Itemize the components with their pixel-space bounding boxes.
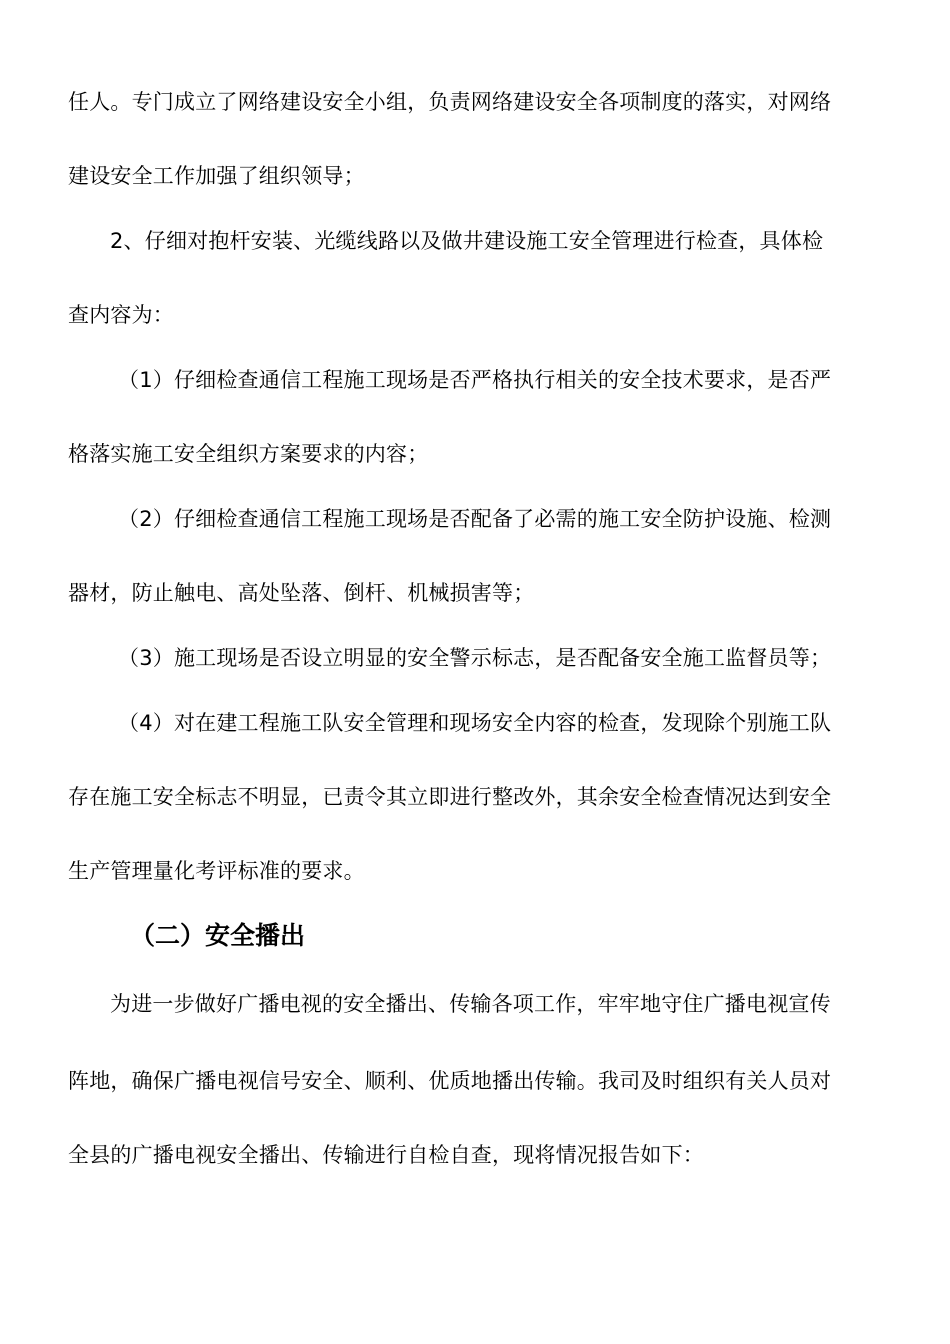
section-paragraph-line: 为进一步做好广播电视的安全播出、传输各项工作，牢牢地守住广播电视宣传	[110, 992, 831, 1016]
paragraph-line: 建设安全工作加强了组织领导；	[68, 164, 365, 188]
section-paragraph-line: 阵地，确保广播电视信号安全、顺利、优质地播出传输。我司及时组织有关人员对	[68, 1069, 832, 1093]
section-heading: （二）安全播出	[130, 921, 306, 950]
paragraph-line: 任人。专门成立了网络建设安全小组，负责网络建设安全各项制度的落实，对网络	[68, 90, 832, 114]
section-paragraph-line: 全县的广播电视安全播出、传输进行自检自查，现将情况报告如下：	[68, 1143, 704, 1167]
paragraph-line: 格落实施工安全组织方案要求的内容；	[68, 442, 429, 466]
numbered-item-2: 2、仔细对抱杆安装、光缆线路以及做井建设施工安全管理进行检查，具体检	[110, 229, 824, 253]
paragraph-line: 生产管理量化考评标准的要求。	[68, 859, 365, 883]
sub-item-2: （2）仔细检查通信工程施工现场是否配备了必需的施工安全防护设施、检测	[118, 507, 832, 531]
sub-item-1: （1）仔细检查通信工程施工现场是否严格执行相关的安全技术要求，是否严	[118, 368, 832, 392]
paragraph-line: 存在施工安全标志不明显，已责令其立即进行整改外，其余安全检查情况达到安全	[68, 785, 832, 809]
sub-item-4: （4）对在建工程施工队安全管理和现场安全内容的检查，发现除个别施工队	[118, 711, 832, 735]
paragraph-line: 器材，防止触电、高处坠落、倒杆、机械损害等；	[68, 581, 535, 605]
sub-item-3: （3）施工现场是否设立明显的安全警示标志，是否配备安全施工监督员等；	[118, 646, 832, 670]
paragraph-line: 查内容为：	[68, 303, 174, 327]
